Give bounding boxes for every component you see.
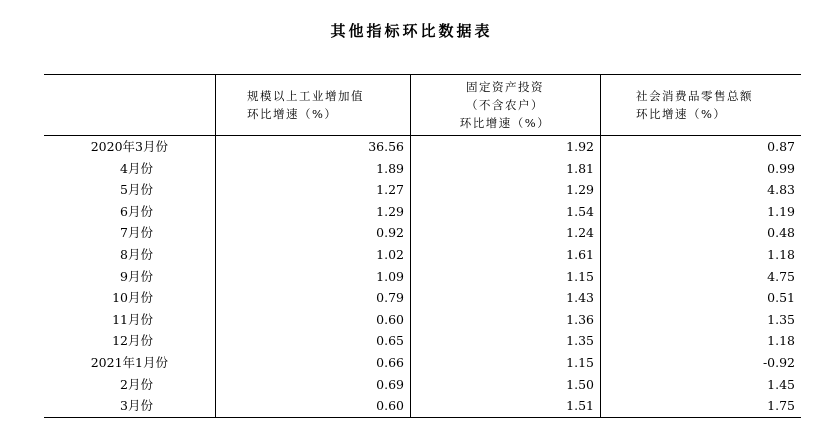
industrial-value: 36.56 <box>368 139 404 154</box>
header-industrial <box>215 75 410 135</box>
header-line: 规模以上工业增加值 <box>247 89 364 103</box>
retail-value: 1.35 <box>767 311 795 327</box>
table-row <box>44 352 801 374</box>
table-row <box>44 222 801 244</box>
retail-value: 1.19 <box>767 203 795 219</box>
row-label: 9月份 <box>120 268 153 284</box>
investment-value: 1.81 <box>566 160 594 176</box>
industrial-value: 0.60 <box>376 398 404 414</box>
industrial-value: 0.66 <box>376 354 404 370</box>
row-label: 5月份 <box>120 182 153 198</box>
industrial-value: 1.09 <box>376 268 404 284</box>
header-line: 环比增速（%） <box>247 107 338 121</box>
table-row <box>44 158 801 180</box>
row-label: 11月份 <box>112 311 153 327</box>
retail-value: -0.92 <box>762 354 795 370</box>
industrial-value: 1.29 <box>376 203 404 219</box>
retail-value: 0.51 <box>767 290 795 306</box>
investment-value: 1.36 <box>566 311 594 327</box>
investment-value: 1.24 <box>566 225 594 241</box>
industrial-value: 1.02 <box>376 246 404 262</box>
industrial-value: 0.69 <box>376 376 404 392</box>
industrial-value: 0.92 <box>376 225 404 241</box>
header-line: （不含农户） <box>466 98 544 112</box>
investment-value: 1.15 <box>566 354 594 370</box>
retail-value: 0.48 <box>767 225 795 241</box>
retail-value: 0.99 <box>767 160 795 176</box>
header-line: 固定资产投资 <box>466 80 544 94</box>
industrial-value: 0.79 <box>376 290 404 306</box>
row-label: 4月份 <box>120 160 153 176</box>
row-label: 8月份 <box>120 246 153 262</box>
retail-value: 0.87 <box>767 139 795 154</box>
industrial-value: 0.65 <box>376 333 404 349</box>
retail-value: 1.18 <box>767 246 795 262</box>
row-label: 2021年1月份 <box>90 354 168 370</box>
industrial-value: 1.89 <box>376 160 404 176</box>
row-label: 2月份 <box>120 376 153 392</box>
table-row <box>44 179 801 201</box>
retail-value: 4.83 <box>767 182 795 198</box>
table-header <box>44 75 801 136</box>
retail-value: 1.18 <box>767 333 795 349</box>
row-label: 12月份 <box>112 333 153 349</box>
table-body <box>44 136 801 417</box>
table-row <box>44 395 801 417</box>
table-row <box>44 136 801 158</box>
retail-value: 1.45 <box>767 376 795 392</box>
investment-value: 1.54 <box>566 203 594 219</box>
row-label: 6月份 <box>120 203 153 219</box>
investment-value: 1.51 <box>566 398 594 414</box>
table-row <box>44 374 801 396</box>
table-row <box>44 266 801 288</box>
retail-value: 4.75 <box>767 268 795 284</box>
retail-value: 1.75 <box>767 398 795 414</box>
header-line: 环比增速（%） <box>459 116 551 130</box>
investment-value: 1.15 <box>566 268 594 284</box>
investment-value: 1.35 <box>566 333 594 349</box>
header-line: 环比增速（%） <box>636 107 727 121</box>
table-row <box>44 309 801 331</box>
table-title: 其他指标环比数据表 <box>330 22 493 40</box>
table-row <box>44 330 801 352</box>
table-row <box>44 244 801 266</box>
industrial-value: 0.60 <box>376 311 404 327</box>
table-row <box>44 287 801 309</box>
investment-value: 1.50 <box>566 376 594 392</box>
header-investment <box>410 75 600 135</box>
investment-value: 1.61 <box>566 246 594 262</box>
header-retail <box>600 75 801 135</box>
row-label: 2020年3月份 <box>90 139 168 154</box>
header-line: 社会消费品零售总额 <box>636 89 753 103</box>
investment-value: 1.43 <box>566 290 594 306</box>
row-label: 10月份 <box>112 290 153 306</box>
row-label: 3月份 <box>120 398 153 414</box>
industrial-value: 1.27 <box>376 182 404 198</box>
data-table <box>44 74 801 418</box>
investment-value: 1.92 <box>566 139 594 154</box>
table-row <box>44 201 801 223</box>
investment-value: 1.29 <box>566 182 594 198</box>
row-label: 7月份 <box>120 225 153 241</box>
